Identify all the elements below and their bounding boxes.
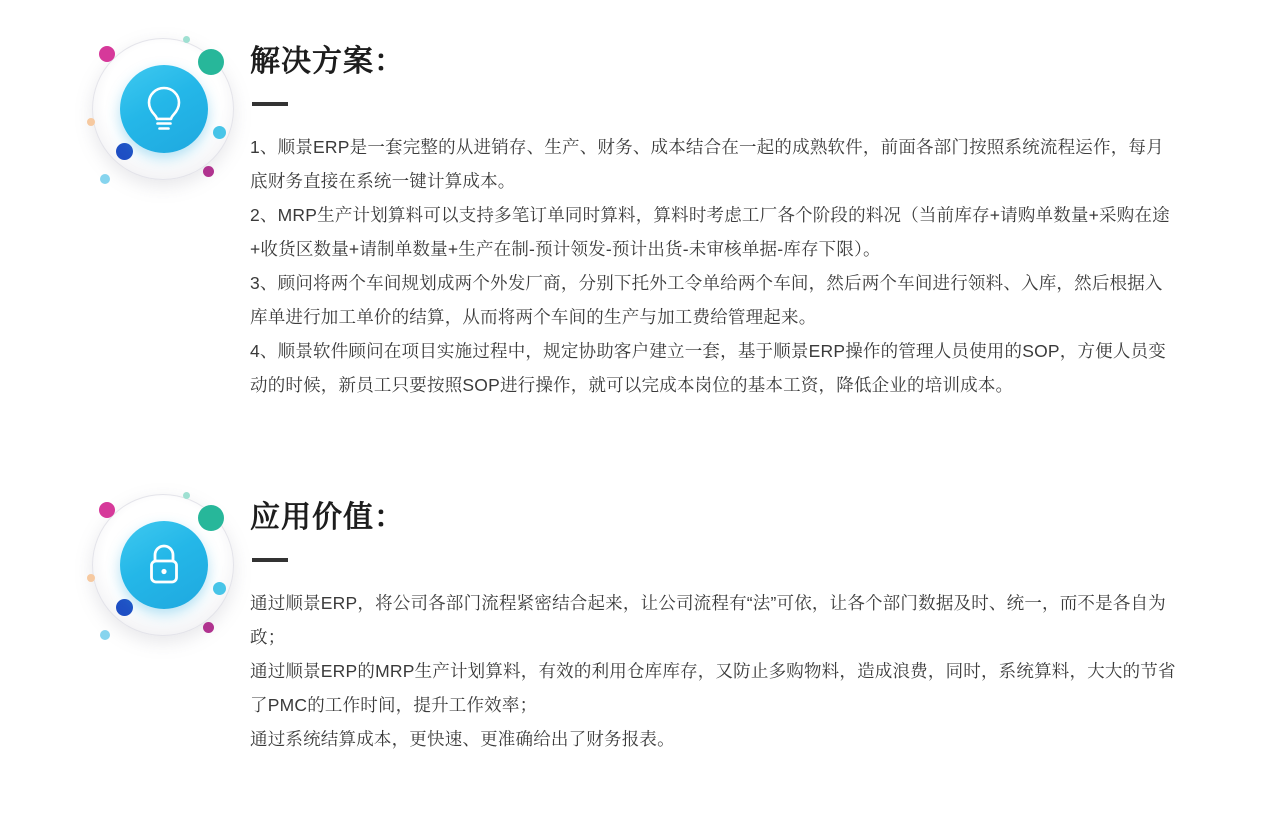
solution-badge — [0, 18, 250, 218]
solution-paragraph-1: 1、顺景ERP是一套完整的从进销存、生产、财务、成本结合在一起的成熟软件，前面各部门按照系统流程运作，每月底财务直接在系统一键计算成本。 — [250, 137, 1164, 191]
solution-content — [250, 18, 1182, 402]
decor-dot-teal — [198, 49, 224, 75]
decor-dot-mint — [183, 492, 190, 499]
solution-paragraph-3: 3、顾问将两个车间规划成两个外发厂商，分别下托外工令单给两个车间，然后两个车间进行领料、入库，然后根据入库单进行加工单价的结算，从而将两个车间的生产与加工费给管理起来。 — [250, 273, 1163, 327]
decor-dot-mint — [183, 36, 190, 43]
decor-dot-teal — [198, 505, 224, 531]
section-solution — [0, 0, 1264, 402]
decor-dot-blue — [116, 143, 133, 160]
section-value — [0, 402, 1264, 756]
value-paragraph-2: 通过顺景ERP的MRP生产计划算料，有效的利用仓库库存，又防止多购物料，造成浪费，同时，系统算料，大大的节省了PMC的工作时间，提升工作效率； — [250, 661, 1176, 715]
decor-dot-violet — [203, 622, 214, 633]
solution-paragraph-4: 4、顺景软件顾问在项目实施过程中，规定协助客户建立一套，基于顺景ERP操作的管理人员使用的SOP，方便人员变动的时候，新员工只要按照SOP进行操作，就可以完成本岗位的基本工资，降低企业的培训成本。 — [250, 341, 1166, 395]
decor-dot-peach — [87, 118, 95, 126]
decor-dot-blue — [116, 599, 133, 616]
page-title-value: 应用价值： — [250, 501, 405, 534]
value-badge — [0, 474, 250, 674]
heading-rule — [252, 102, 288, 106]
solution-paragraph-2: 2、MRP生产计划算料可以支持多笔订单同时算料，算料时考虑工厂各个阶段的料况（当前库存+请购单数量+采购在途+收货区数量+请制单数量+生产在制-预计领发-预计出货-未审核单据-库存下限）。 — [250, 205, 1170, 259]
value-paragraph-1: 通过顺景ERP，将公司各部门流程紧密结合起来，让公司流程有“法”可依，让各个部门数据及时、统一，而不是各自为政； — [250, 593, 1166, 647]
page-title-solution: 解决方案： — [250, 45, 405, 78]
value-paragraph-3: 通过系统结算成本，更快速、更准确给出了财务报表。 — [250, 729, 675, 749]
value-content — [250, 474, 1182, 756]
decor-dot-violet — [203, 166, 214, 177]
decor-dot-magenta — [99, 46, 115, 62]
decor-dot-cyan — [213, 126, 226, 139]
lightbulb-icon — [120, 65, 208, 153]
heading-rule — [252, 558, 288, 562]
decor-dot-magenta — [99, 502, 115, 518]
decor-dot-sky — [100, 174, 110, 184]
decor-dot-sky — [100, 630, 110, 640]
lock-icon — [120, 521, 208, 609]
decor-dot-cyan — [213, 582, 226, 595]
decor-dot-peach — [87, 574, 95, 582]
